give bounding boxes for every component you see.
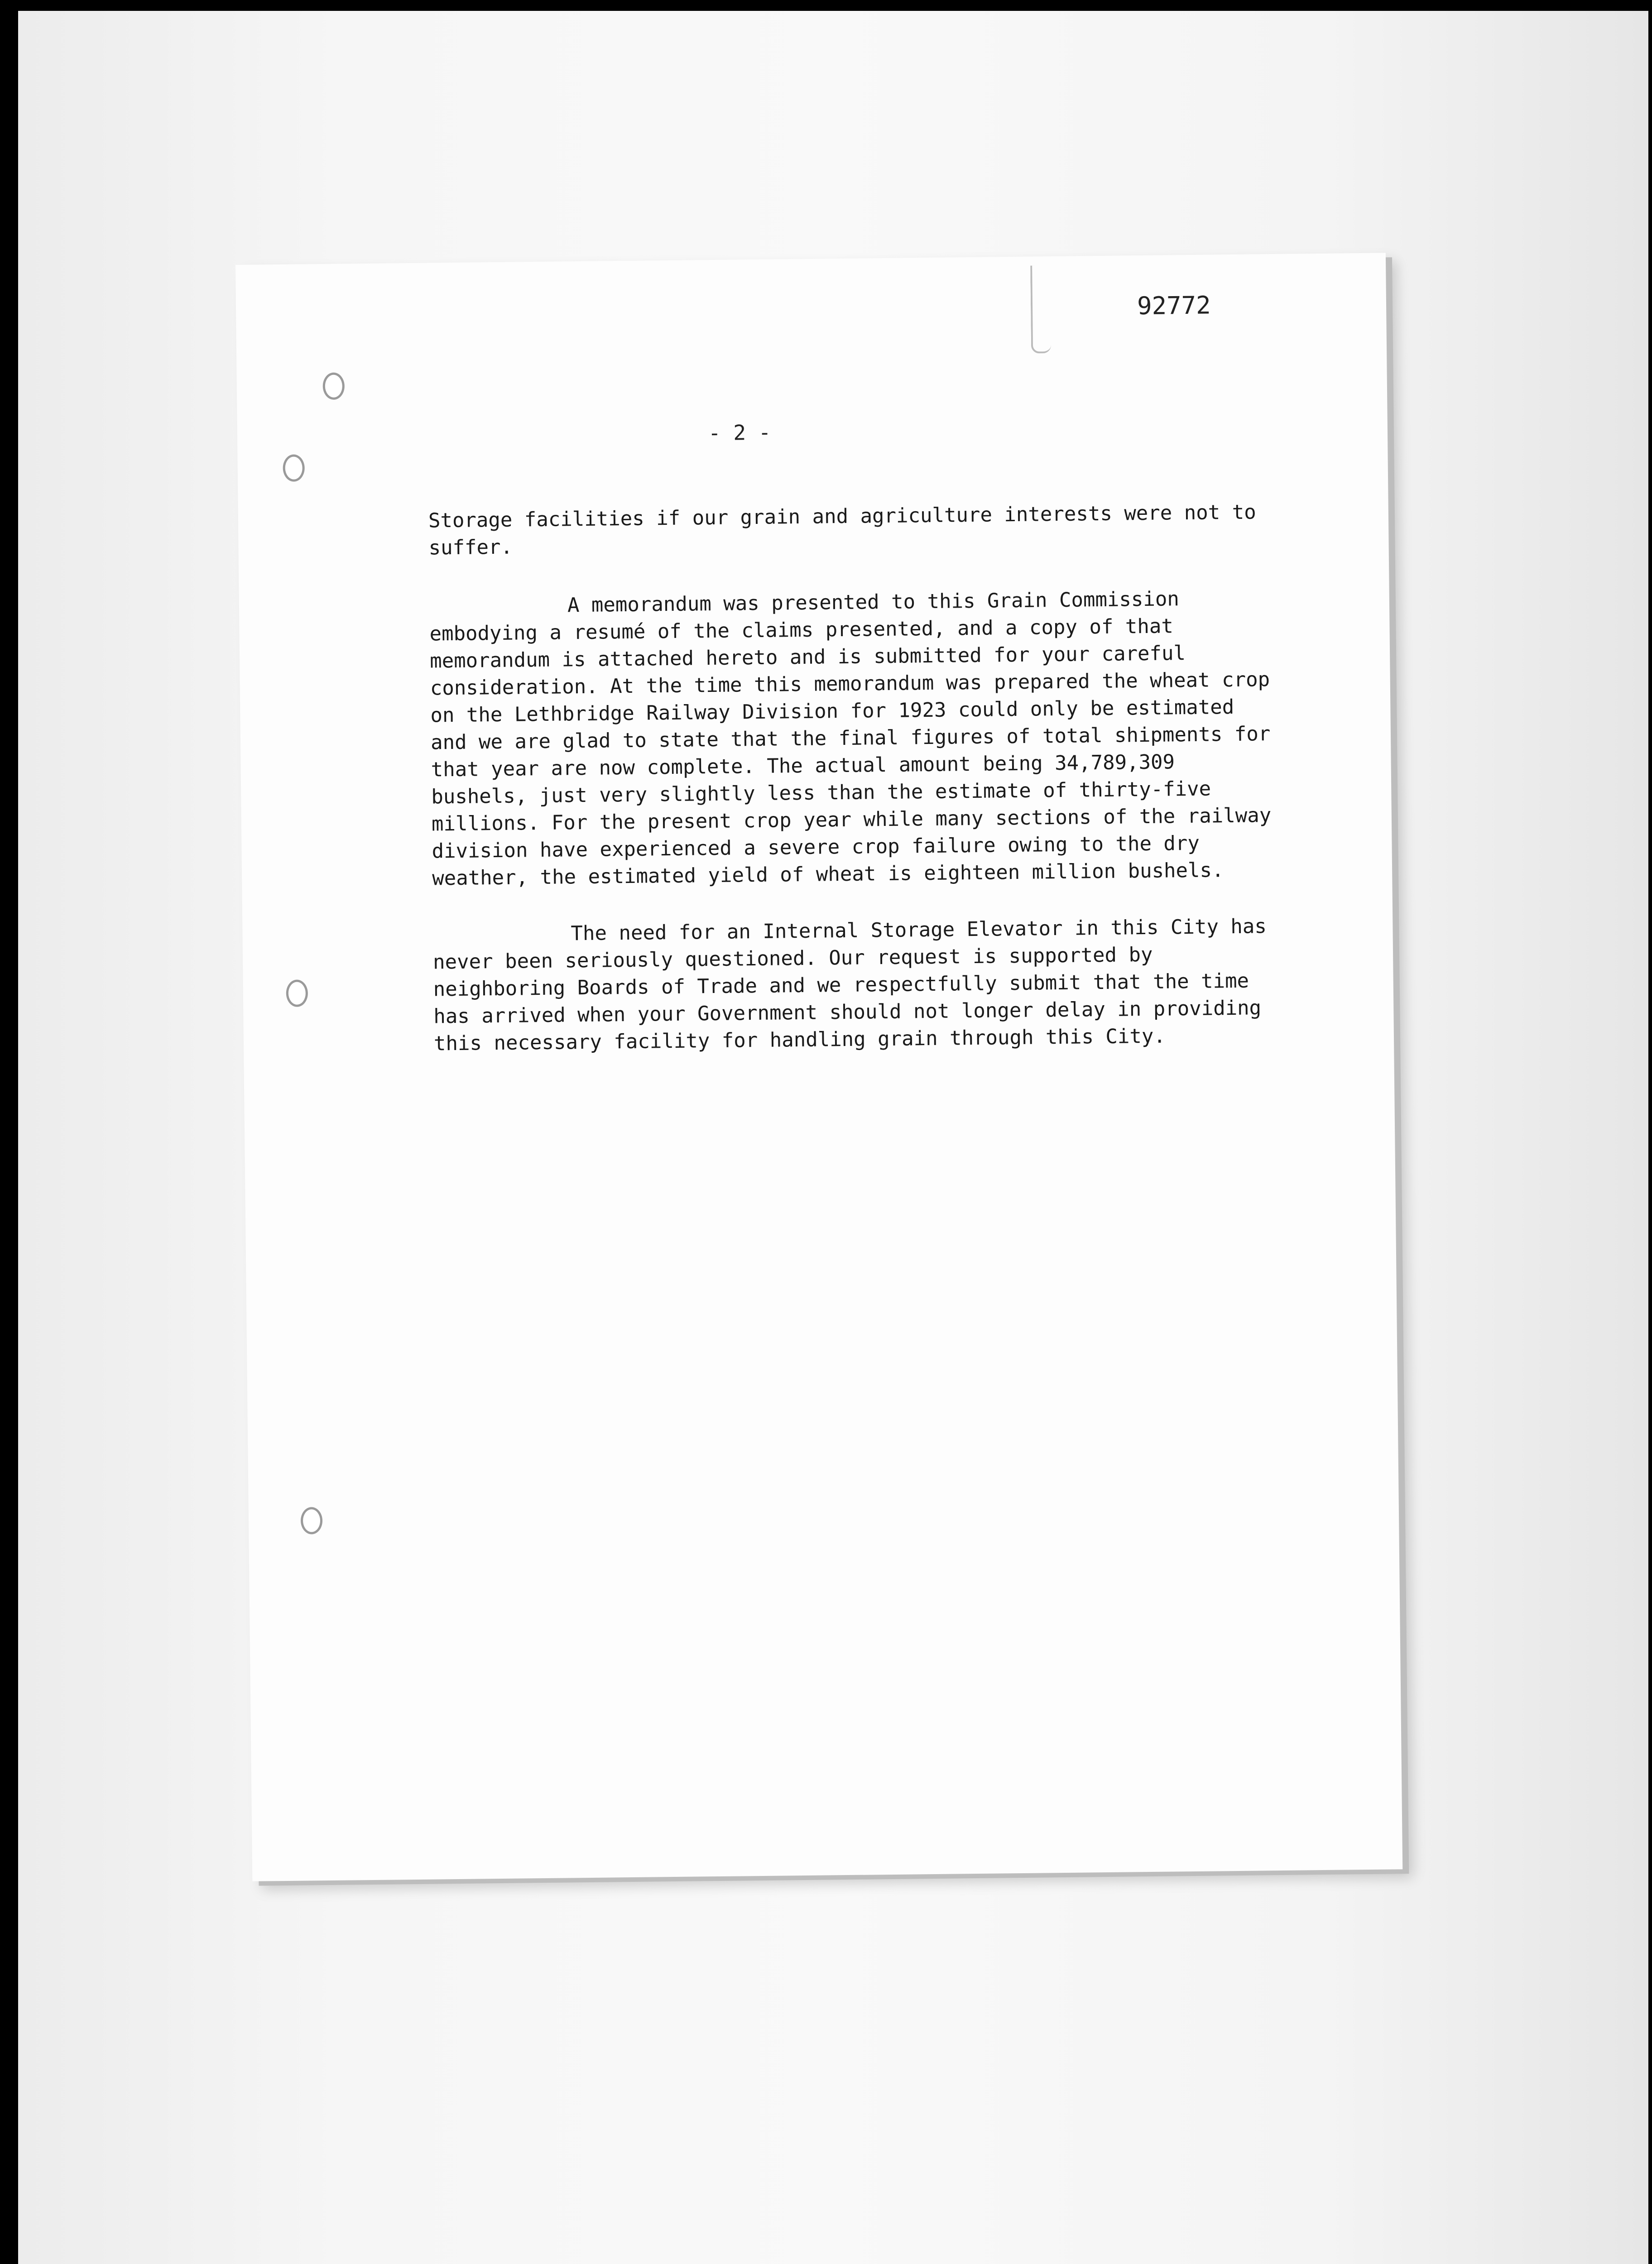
letter-body [428,499,1283,1087]
letter-page [235,253,1402,1881]
punch-hole-icon [323,372,345,399]
paragraph: A memorandum was presented to this Grain Commission embodying a resumé of the claims presented, and a copy of that memorandum is attached hereto and is submitted for your careful consideration. At the time this memorandum was prepared the wheat crop on the Lethbridge Railway Division for 1923 could only be estimated and we are glad to state that the final figures of total shipments for that year are now complete. The actual amount being 34,789,309 bushels, just very slightly less than the estimate of thirty-five millions. For the present crop year while many sections of the railway division have experienced a severe crop failure owing to the dry weather, the estimated yield of wheat is eighteen million bushels. [429,587,1283,890]
page-number: - 2 - [708,420,771,446]
punch-hole-icon [301,1507,323,1534]
paragraph: The need for an Internal Storage Elevator in this City has never been seriously questioned. Our request is supported by neighboring Boards of Trade and we respectfully submit that the time has arrived when your Government should not longer delay in providing this necessary facility for handling grain through this City. [432,914,1279,1055]
punch-hole-icon [283,454,305,481]
document-reference-number: 92772 [1137,291,1211,321]
paragraph: Storage facilities if our grain and agriculture interests were not to suffer. [428,500,1268,560]
paper-clip-mark [1030,265,1051,353]
punch-hole-icon [286,979,308,1007]
